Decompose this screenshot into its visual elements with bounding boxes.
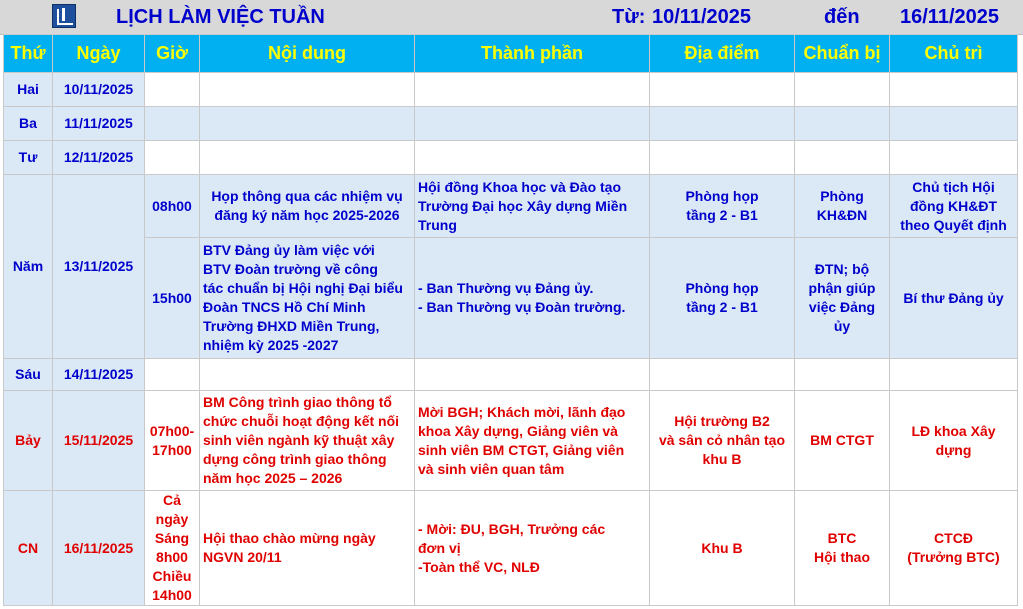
page-title: LỊCH LÀM VIỆC TUẦN [116, 6, 325, 28]
participants-cell: Mời BGH; Khách mời, lãnh đạo khoa Xây dựng, Giảng viên và sinh viên BM CTGT, Giảng viên và sinh viên quan tâm [415, 391, 650, 491]
header-row [4, 35, 1018, 73]
day-cell: Sáu [4, 359, 53, 391]
col-header-chair: Chủ trì [890, 35, 1018, 73]
header-bar [0, 0, 1023, 35]
from-date: 10/11/2025 [652, 6, 751, 28]
day-cell: Ba [4, 107, 53, 141]
date-cell: 11/11/2025 [53, 107, 145, 141]
col-header-prep: Chuẩn bị [795, 35, 890, 73]
content-cell: Hội thao chào mừng ngày NGVN 20/11 [200, 491, 415, 606]
table-row [4, 359, 1018, 391]
table-row [4, 141, 1018, 175]
to-date: 16/11/2025 [900, 6, 999, 28]
time-cell: 08h00 [145, 175, 200, 238]
schedule-table [3, 34, 1018, 606]
date-cell: 14/11/2025 [53, 359, 145, 391]
content-cell: BTV Đảng ủy làm việc với BTV Đoàn trường về công tác chuẩn bị Hội nghị Đại biểu Đoàn TNCS Hồ Chí Minh Trường ĐHXD Miền Trung, nhiệm kỳ 2025 -2027 [200, 238, 415, 359]
from-label: Từ: [612, 6, 646, 28]
table-row [4, 491, 1018, 606]
col-header-location: Địa điểm [650, 35, 795, 73]
day-cell: Tư [4, 141, 53, 175]
prep-cell: ĐTN; bộ phận giúp việc Đảng ủy [795, 238, 890, 359]
location-cell: Khu B [650, 491, 795, 606]
location-cell: Phòng họp tầng 2 - B1 [650, 238, 795, 359]
participants-cell: - Ban Thường vụ Đảng ủy. - Ban Thường vụ Đoàn trường. [415, 238, 650, 359]
prep-cell: BM CTGT [795, 391, 890, 491]
content-cell: BM Công trình giao thông tổ chức chuỗi hoạt động kết nối sinh viên ngành kỹ thuật xây dựng công trình giao thông năm học 2025 – 2026 [200, 391, 415, 491]
day-cell: CN [4, 491, 53, 606]
time-cell: Cả ngày Sáng 8h00 Chiều 14h00 [145, 491, 200, 606]
prep-cell: Phòng KH&ĐN [795, 175, 890, 238]
col-header-participants: Thành phần [415, 35, 650, 73]
to-label: đến [824, 6, 860, 28]
day-cell: Hai [4, 73, 53, 107]
logo-icon [52, 4, 76, 28]
date-cell: 13/11/2025 [53, 175, 145, 359]
prep-cell: BTC Hội thao [795, 491, 890, 606]
chair-cell: CTCĐ (Trưởng BTC) [890, 491, 1018, 606]
participants-cell: Hội đồng Khoa học và Đào tạo Trường Đại học Xây dựng Miền Trung [415, 175, 650, 238]
table-row [4, 107, 1018, 141]
date-cell: 10/11/2025 [53, 73, 145, 107]
table-row [4, 238, 1018, 359]
day-cell: Năm [4, 175, 53, 359]
content-cell: Họp thông qua các nhiệm vụ đăng ký năm học 2025-2026 [200, 175, 415, 238]
participants-cell: - Mời: ĐU, BGH, Trưởng các đơn vị -Toàn thể VC, NLĐ [415, 491, 650, 606]
chair-cell: Chủ tịch Hội đồng KH&ĐT theo Quyết định [890, 175, 1018, 238]
date-cell: 16/11/2025 [53, 491, 145, 606]
date-cell: 12/11/2025 [53, 141, 145, 175]
day-cell: Bảy [4, 391, 53, 491]
time-cell: 07h00- 17h00 [145, 391, 200, 491]
table-row [4, 391, 1018, 491]
col-header-date: Ngày [53, 35, 145, 73]
chair-cell: Bí thư Đảng ủy [890, 238, 1018, 359]
col-header-day: Thứ [4, 35, 53, 73]
table-row [4, 73, 1018, 107]
location-cell: Phòng họp tầng 2 - B1 [650, 175, 795, 238]
location-cell: Hội trường B2 và sân cỏ nhân tạo khu B [650, 391, 795, 491]
table-row [4, 175, 1018, 238]
col-header-time: Giờ [145, 35, 200, 73]
col-header-content: Nội dung [200, 35, 415, 73]
chair-cell: LĐ khoa Xây dựng [890, 391, 1018, 491]
date-cell: 15/11/2025 [53, 391, 145, 491]
time-cell: 15h00 [145, 238, 200, 359]
